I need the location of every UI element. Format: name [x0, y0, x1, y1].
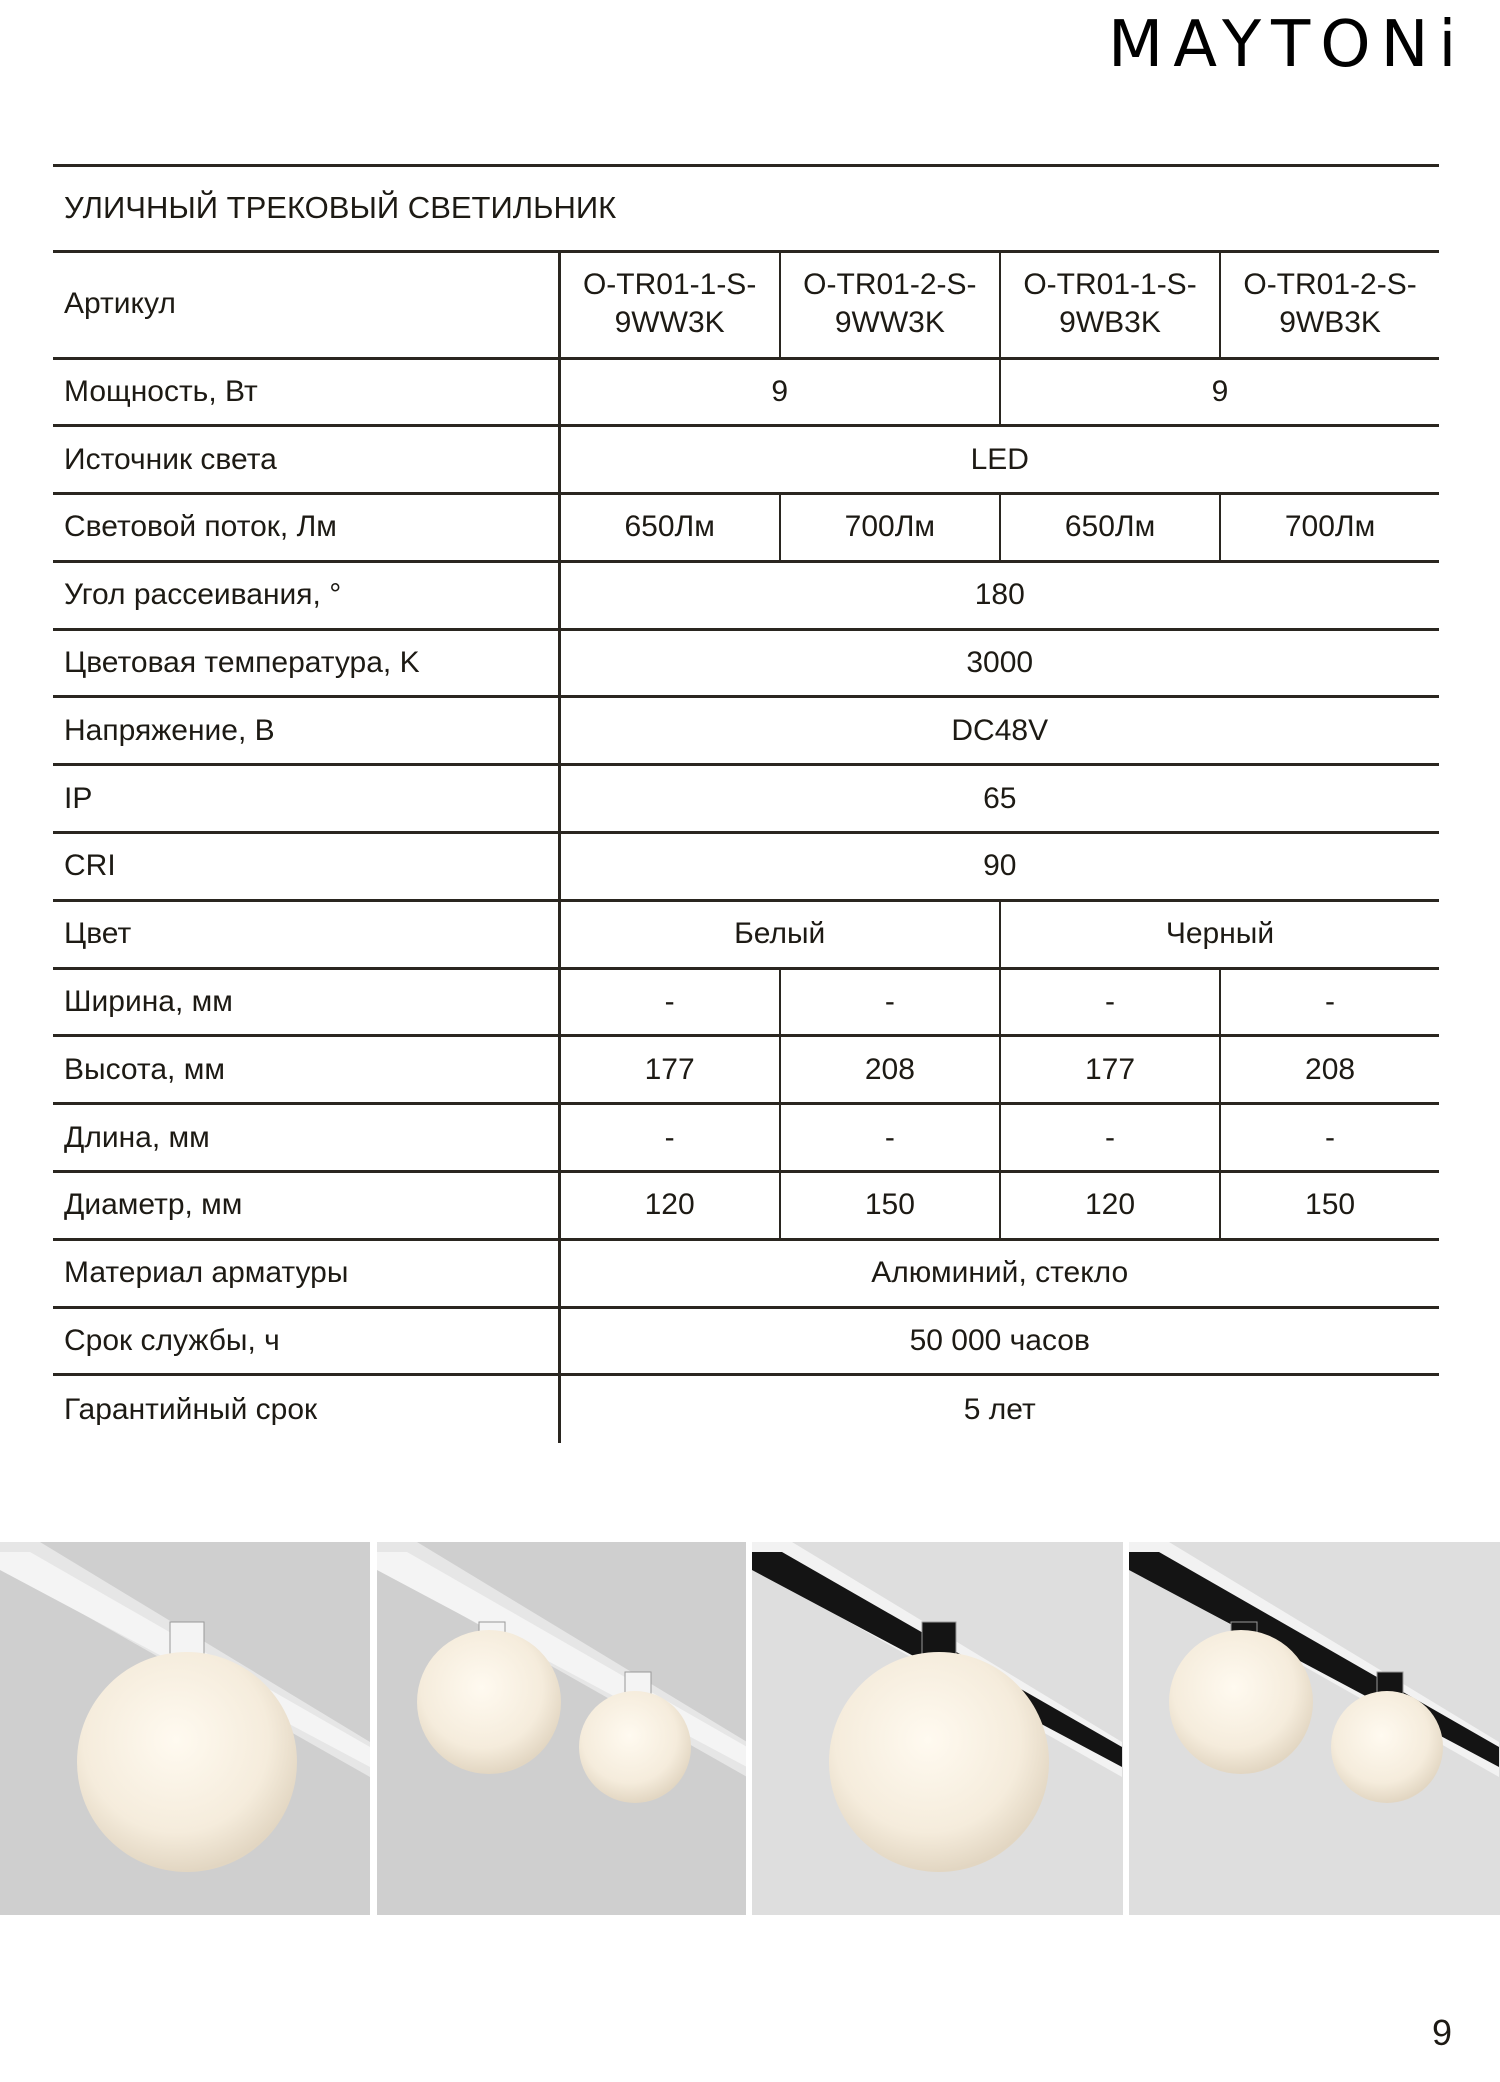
page-number: 9: [1432, 2012, 1453, 2053]
table-row: [53, 561, 1439, 629]
value-cell: -: [1220, 968, 1439, 1036]
product-photo-white-1: [0, 1542, 370, 1915]
row-label: Угол рассеивания, °: [53, 561, 559, 629]
row-label: Цветовая температура, K: [53, 629, 559, 697]
table-row: [53, 1307, 1439, 1375]
table-row: [53, 1239, 1439, 1307]
row-label: Артикул: [53, 252, 559, 358]
row-label: Гарантийный срок: [53, 1375, 559, 1443]
value-cell: 177: [1000, 1036, 1220, 1104]
value-cell: 650Лм: [1000, 494, 1220, 562]
row-label: Мощность, Вт: [53, 358, 559, 426]
row-label: Диаметр, мм: [53, 1172, 559, 1240]
value-cell: 9: [1000, 358, 1439, 426]
value-cell: 208: [1220, 1036, 1439, 1104]
row-label: Высота, мм: [53, 1036, 559, 1104]
table-row: [53, 629, 1439, 697]
value-cell: 700Лм: [780, 494, 1000, 562]
value-cell: -: [1000, 1104, 1220, 1172]
value-cell: -: [780, 1104, 1000, 1172]
value-cell: 177: [559, 1036, 780, 1104]
value-cell: 150: [780, 1172, 1000, 1240]
product-photos: [0, 1542, 1500, 1915]
row-label: Длина, мм: [53, 1104, 559, 1172]
row-label: Материал арматуры: [53, 1239, 559, 1307]
value-cell: -: [1000, 968, 1220, 1036]
value-cell: 9: [559, 358, 1000, 426]
product-photo-white-2: [377, 1542, 746, 1915]
value-cell: 3000: [559, 629, 1439, 697]
value-cell: 150: [1220, 1172, 1439, 1240]
row-label: Напряжение, В: [53, 697, 559, 765]
lamp-illustration: [1129, 1542, 1500, 1915]
table-row: [53, 968, 1439, 1036]
table-row: [53, 765, 1439, 833]
value-cell: 700Лм: [1220, 494, 1439, 562]
table-row: [53, 426, 1439, 494]
value-cell: 120: [1000, 1172, 1220, 1240]
value-cell: DC48V: [559, 697, 1439, 765]
product-photo-black-1: [752, 1542, 1123, 1915]
table-row: [53, 252, 1439, 358]
lamp-illustration: [0, 1542, 370, 1915]
spec-table: [53, 252, 1439, 1443]
value-cell: 208: [780, 1036, 1000, 1104]
value-cell: -: [559, 968, 780, 1036]
lamp-illustration: [752, 1542, 1123, 1915]
row-label: CRI: [53, 833, 559, 901]
model-cell: O-TR01-2-S- 9WB3K: [1220, 252, 1439, 358]
value-cell: 650Лм: [559, 494, 780, 562]
value-cell: 90: [559, 833, 1439, 901]
row-label: IP: [53, 765, 559, 833]
model-cell: O-TR01-1-S- 9WB3K: [1000, 252, 1220, 358]
value-cell: 50 000 часов: [559, 1307, 1439, 1375]
lamp-illustration: [377, 1542, 746, 1915]
table-row: [53, 358, 1439, 426]
value-cell: Алюминий, стекло: [559, 1239, 1439, 1307]
maytoni-logo: MAYTONi: [1108, 8, 1467, 82]
table-row: [53, 1036, 1439, 1104]
table-row: [53, 697, 1439, 765]
row-label: Источник света: [53, 426, 559, 494]
table-row: [53, 1172, 1439, 1240]
row-label: Световой поток, Лм: [53, 494, 559, 562]
model-cell: O-TR01-1-S- 9WW3K: [559, 252, 780, 358]
table-row: [53, 1104, 1439, 1172]
table-row: [53, 833, 1439, 901]
table-row: [53, 1375, 1439, 1443]
value-cell: 65: [559, 765, 1439, 833]
model-cell: O-TR01-2-S- 9WW3K: [780, 252, 1000, 358]
value-cell: 180: [559, 561, 1439, 629]
table-row: [53, 900, 1439, 968]
value-cell: -: [1220, 1104, 1439, 1172]
value-cell: 120: [559, 1172, 780, 1240]
table-row: [53, 494, 1439, 562]
divider: [53, 164, 1439, 167]
value-cell: 5 лет: [559, 1375, 1439, 1443]
row-label: Цвет: [53, 900, 559, 968]
row-label: Ширина, мм: [53, 968, 559, 1036]
value-cell: -: [780, 968, 1000, 1036]
value-cell: LED: [559, 426, 1439, 494]
row-label: Срок службы, ч: [53, 1307, 559, 1375]
product-photo-black-2: [1129, 1542, 1500, 1915]
value-cell: Белый: [559, 900, 1000, 968]
value-cell: Черный: [1000, 900, 1439, 968]
page-title: УЛИЧНЫЙ ТРЕКОВЫЙ СВЕТИЛЬНИК: [64, 190, 617, 225]
value-cell: -: [559, 1104, 780, 1172]
